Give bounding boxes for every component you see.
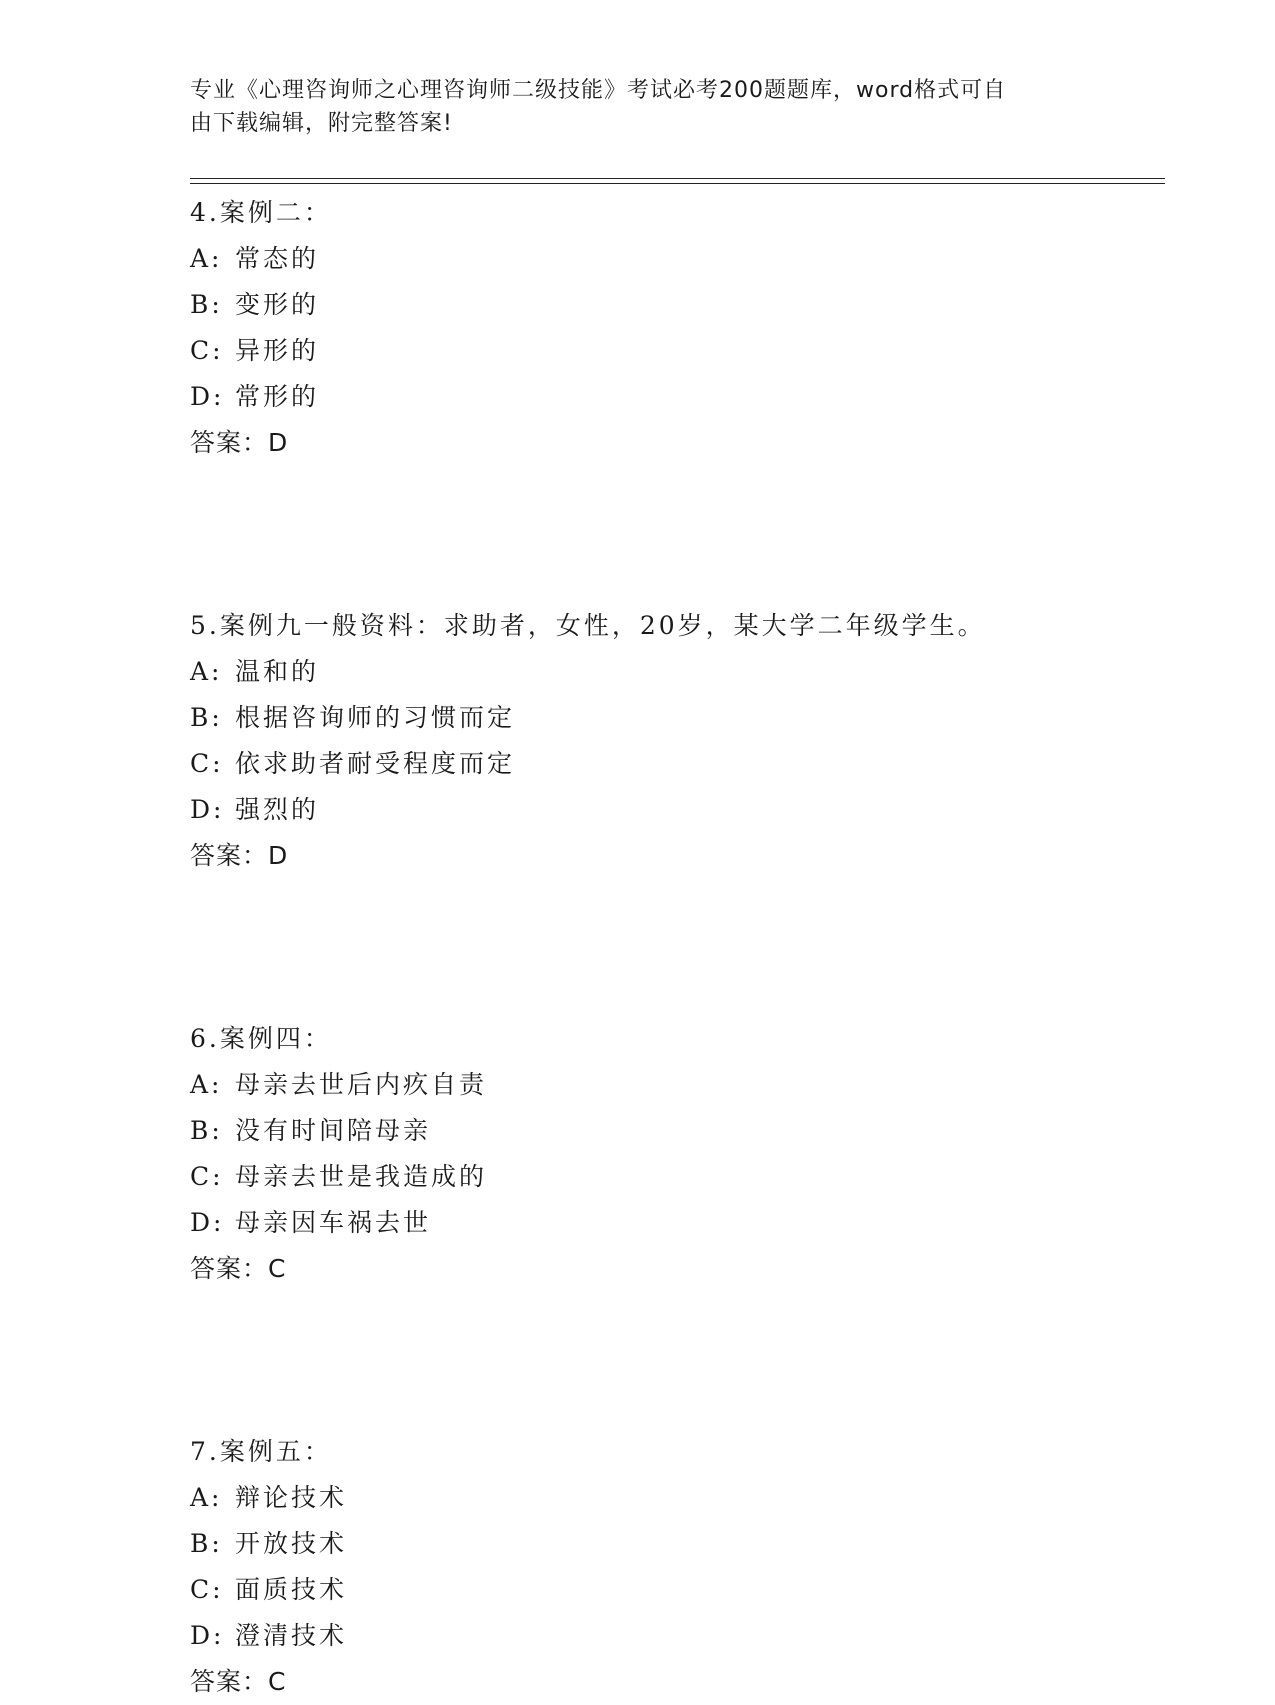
question-list	[190, 190, 1170, 1705]
option-letter: A:	[190, 244, 223, 273]
question-stem: 4.案例二：	[190, 198, 332, 227]
option-text: 变形的	[235, 290, 320, 319]
option-c	[190, 328, 1170, 374]
option-a	[190, 649, 1170, 695]
option-d	[190, 1200, 1170, 1246]
option-letter: D:	[190, 795, 225, 824]
question-item	[190, 190, 1170, 466]
option-letter: C:	[190, 1575, 224, 1604]
option-d	[190, 1613, 1170, 1659]
header-divider-bottom	[190, 183, 1165, 184]
option-letter: A:	[190, 1070, 223, 1099]
option-a	[190, 236, 1170, 282]
option-text: 异形的	[235, 336, 320, 365]
option-text: 澄清技术	[235, 1621, 348, 1650]
header-line-1: 专业《心理咨询师之心理咨询师二级技能》考试必考200题题库，word格式可自	[190, 78, 1007, 103]
header-line-2: 由下载编辑，附完整答案!	[190, 111, 453, 136]
option-letter: D:	[190, 1621, 225, 1650]
header-divider-top	[190, 178, 1165, 179]
option-letter: D:	[190, 382, 225, 411]
answer-line: 答案：C	[190, 1254, 287, 1283]
question-stem: 7.案例五：	[190, 1437, 332, 1466]
option-text: 温和的	[235, 657, 320, 686]
option-text: 母亲去世是我造成的	[235, 1162, 488, 1191]
option-text: 开放技术	[235, 1529, 348, 1558]
option-text: 母亲因车祸去世	[235, 1208, 432, 1237]
document-header	[190, 74, 1090, 140]
question-item	[190, 603, 1170, 879]
question-stem: 6.案例四：	[190, 1024, 332, 1053]
option-c	[190, 1154, 1170, 1200]
option-d	[190, 787, 1170, 833]
question-stem: 5.案例九一般资料：求助者，女性，20岁，某大学二年级学生。	[190, 611, 986, 640]
option-a	[190, 1062, 1170, 1108]
option-d	[190, 374, 1170, 420]
option-b	[190, 1521, 1170, 1567]
option-letter: C:	[190, 336, 224, 365]
option-b	[190, 1108, 1170, 1154]
option-text: 面质技术	[235, 1575, 348, 1604]
question-item	[190, 1429, 1170, 1705]
answer-line: 答案：D	[190, 841, 289, 870]
option-text: 根据咨询师的习惯而定	[235, 703, 516, 732]
option-text: 没有时间陪母亲	[235, 1116, 432, 1145]
option-a	[190, 1475, 1170, 1521]
option-letter: B:	[190, 1116, 223, 1145]
option-text: 母亲去世后内疚自责	[235, 1070, 488, 1099]
option-letter: C:	[190, 749, 224, 778]
option-letter: B:	[190, 1529, 223, 1558]
option-c	[190, 1567, 1170, 1613]
option-letter: B:	[190, 290, 223, 319]
option-letter: C:	[190, 1162, 224, 1191]
option-letter: A:	[190, 657, 223, 686]
option-text: 依求助者耐受程度而定	[235, 749, 516, 778]
option-text: 辩论技术	[235, 1483, 348, 1512]
option-letter: A:	[190, 1483, 223, 1512]
option-b	[190, 695, 1170, 741]
option-text: 常态的	[235, 244, 320, 273]
option-text: 强烈的	[235, 795, 320, 824]
option-text: 常形的	[235, 382, 320, 411]
option-letter: D:	[190, 1208, 225, 1237]
option-letter: B:	[190, 703, 223, 732]
option-c	[190, 741, 1170, 787]
option-b	[190, 282, 1170, 328]
answer-line: 答案：C	[190, 1667, 287, 1696]
question-item	[190, 1016, 1170, 1292]
answer-line: 答案：D	[190, 428, 289, 457]
